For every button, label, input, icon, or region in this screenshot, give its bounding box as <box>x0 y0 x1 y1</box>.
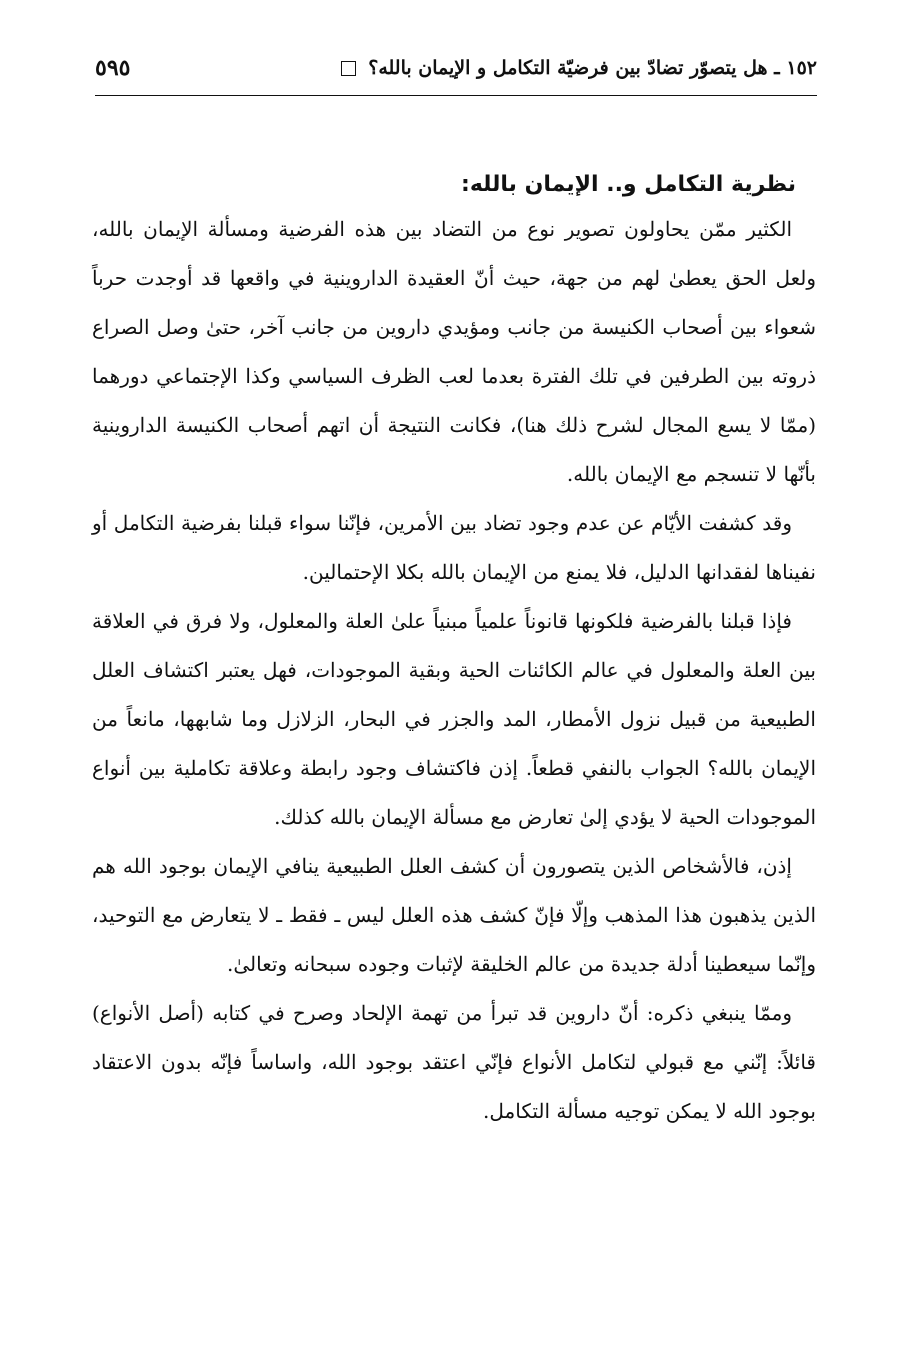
paragraph-1: الكثير ممّن يحاولون تصوير نوع من التضاد بين هذه الفرضية ومسألة الإيمان بالله، ولعل الحق يعطىٰ لهم من جهة، حيث أنّ العقيدة الداروينية في واقعها قد أوجدت حرباً شعواء بين أصحاب الكنيسة من جانب ومؤيدي داروين من جانب آخر، حتىٰ وصل الصراع ذروته بين الطرفين في تلك الفترة بعدما لعب الظرف السياسي وكذا الإجتماعي دورهما (ممّا لا يسع المجال لشرح ذلك هنا)، فكانت النتيجة أن اتهم أصحاب الكنيسة الداروينية بأنّها لا تنسجم مع الإيمان بالله. <box>92 217 816 486</box>
section-heading: نظرية التكامل و.. الإيمان بالله: <box>461 172 796 197</box>
paragraph-5: وممّا ينبغي ذكره: أنّ داروين قد تبرأ من تهمة الإلحاد وصرح في كتابه (أصل الأنواع) قائلاً: إنّني مع قبولي لتكامل الأنواع فإنّي اعتقد بوجود الله، واساساً فإنّه بدون الاعتقاد بوجود الله لا يمكن توجيه مسألة التكامل. <box>92 1001 816 1123</box>
paragraph-4: إذن، فالأشخاص الذين يتصورون أن كشف العلل الطبيعية ينافي الإيمان بوجود الله هم الذين يذهبون هذا المذهب وإلّا فإنّ كشف هذه العلل ليس ـ فقط ـ لا يتعارض مع التوحيد، وإنّما سيعطينا أدلة جديدة من عالم الخليقة لإثبات وجوده سبحانه وتعالىٰ. <box>92 854 816 976</box>
body-text <box>92 172 816 1136</box>
paragraph-2: وقد كشفت الأيّام عن عدم وجود تضاد بين الأمرين، فإنّنا سواء قبلنا بفرضية التكامل أو نفيناها لفقدانها الدليل، فلا يمنع من الإيمان بالله بكلا الإحتمالين. <box>92 511 816 584</box>
running-header <box>95 48 817 88</box>
running-header-title-group <box>341 57 817 79</box>
header-divider <box>95 95 817 96</box>
square-ornament-icon <box>341 61 356 76</box>
paragraph-3: فإذا قبلنا بالفرضية فلكونها قانوناً علمياً مبنياً علىٰ العلة والمعلول، ولا فرق في العلاقة بين العلة والمعلول في عالم الكائنات الحية وبقية الموجودات، فهل يعتبر اكتشاف العلل الطبيعية من قبيل نزول الأمطار، المد والجزر في البحار، الزلازل وما شابهها، مانعاً من الإيمان بالله؟ الجواب بالنفي قطعاً. إذن فاكتشاف وجود رابطة وعلاقة تكاملية بين أنواع الموجودات الحية لا يؤدي إلىٰ تعارض مع مسألة الإيمان بالله كذلك. <box>92 609 816 829</box>
running-header-title: ١٥٢ ـ هل يتصوّر تضادّ بين فرضيّة التكامل و الإيمان بالله؟ <box>368 57 817 79</box>
page-number: ٥٩٥ <box>95 55 131 81</box>
